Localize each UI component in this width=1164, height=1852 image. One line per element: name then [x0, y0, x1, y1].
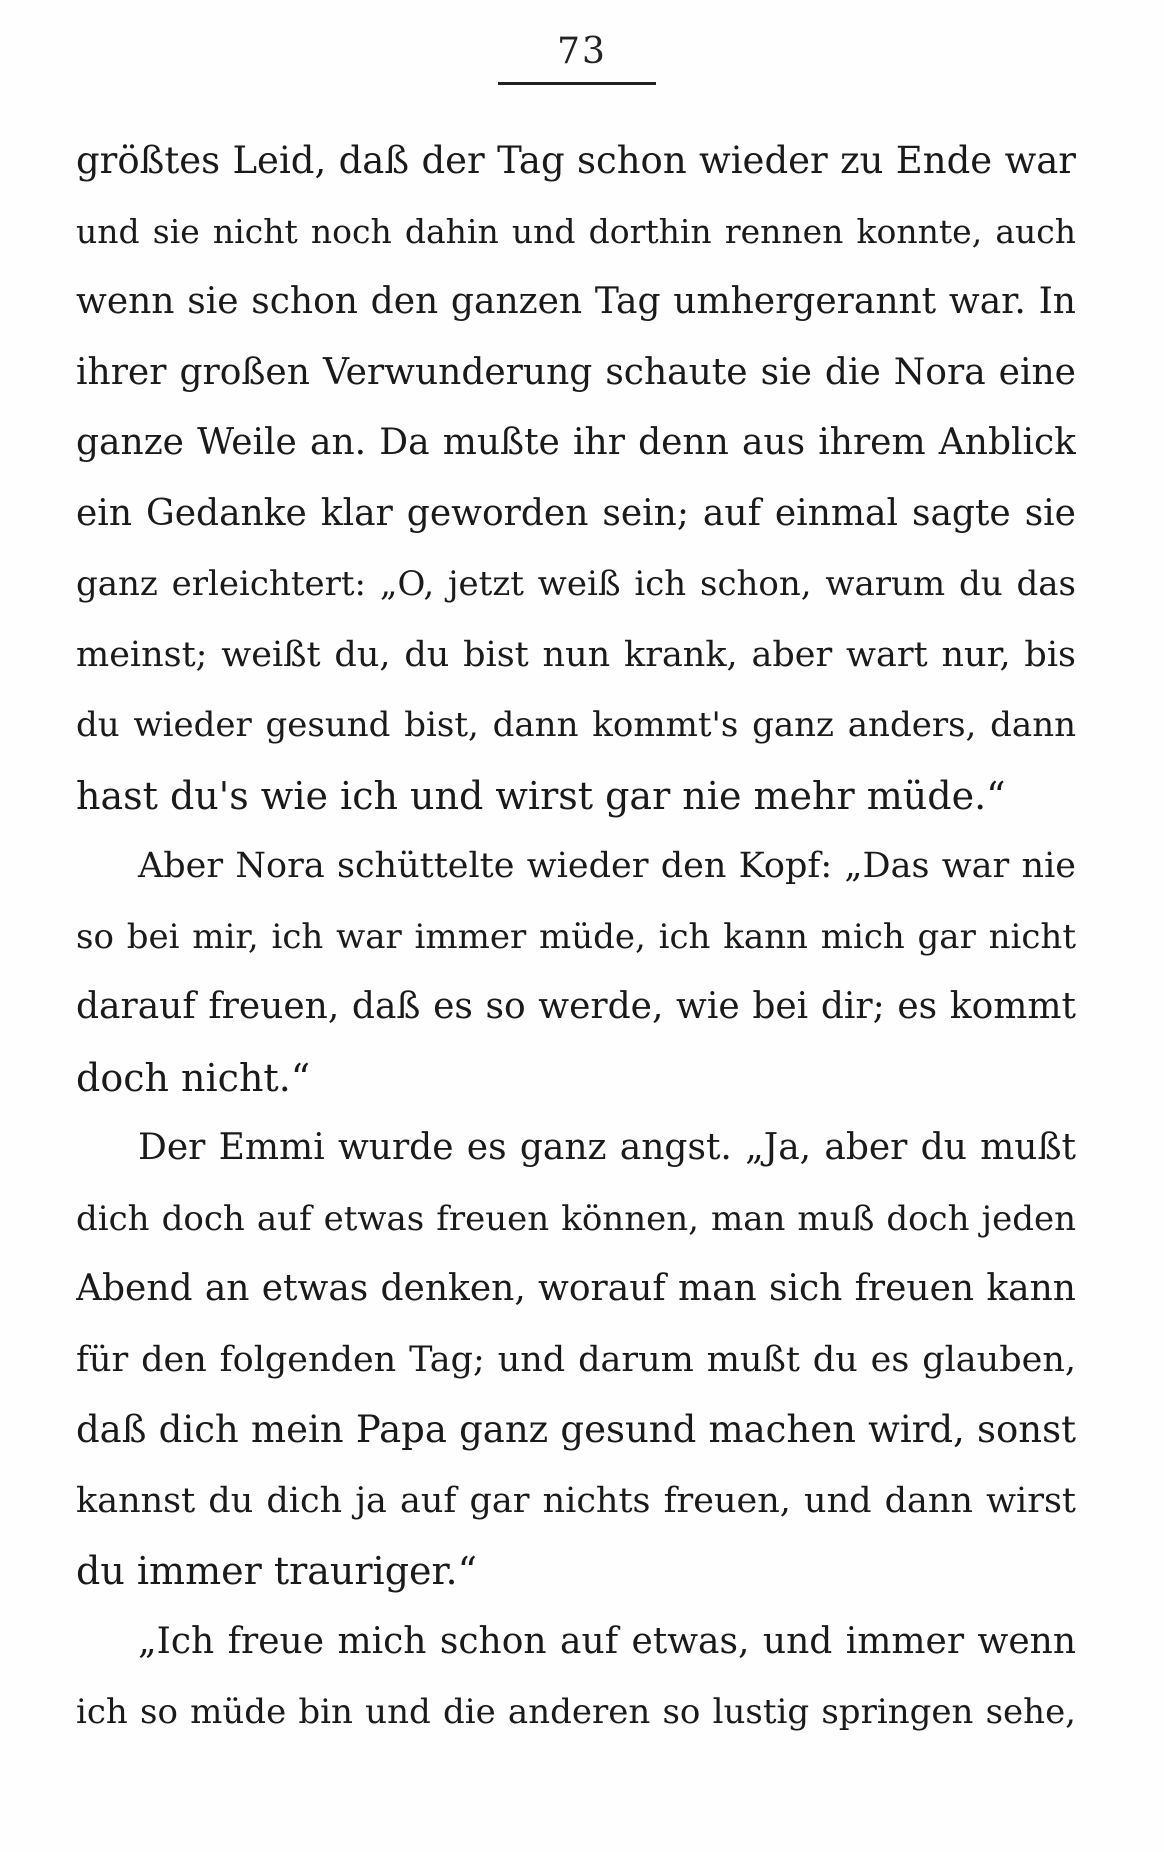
text-line: so bei mir, ich war immer müde, ich kann mich gar nicht [76, 916, 1076, 957]
body-text [76, 126, 1076, 1748]
text-line: und sie nicht noch dahin und dorthin rennen konnte, auch [76, 211, 1076, 251]
text-line: kannst du dich ja auf gar nichts freuen, und dann wirst [76, 1480, 1076, 1521]
text-line: für den folgenden Tag; und darum mußt du es glauben, [76, 1339, 1076, 1380]
text-line: du immer trauriger.“ [76, 1549, 478, 1593]
text-line: Aber Nora schüttelte wieder den Kopf: „Das war nie [138, 846, 1076, 886]
text-line: doch nicht.“ [76, 1055, 311, 1100]
text-line: ganze Weile an. Da mußte ihr denn aus ihrem Anblick [76, 422, 1076, 463]
text-line: ganz erleichtert: „O, jetzt weiß ich schon, warum du das [76, 564, 1076, 604]
text-line: meinst; weißt du, du bist nun krank, aber wart nur, bis [76, 634, 1076, 675]
text-line: ich so müde bin und die anderen so lustig springen sehe, [76, 1692, 1076, 1732]
header-rule [498, 82, 656, 85]
text-line: größtes Leid, daß der Tag schon wieder zu Ende war [76, 139, 1076, 182]
text-line: du wieder gesund bist, dann kommt's ganz anders, dann [76, 705, 1076, 745]
text-line: ein Gedanke klar geworden sein; auf einmal sagte sie [76, 492, 1076, 534]
text-line: wenn sie schon den ganzen Tag umhergerannt war. In [76, 281, 1076, 322]
text-line: hast du's wie ich und wirst gar nie mehr müde.“ [76, 773, 1006, 818]
text-line: dich doch auf etwas freuen können, man muß doch jeden [76, 1198, 1076, 1239]
text-line: Der Emmi wurde es ganz angst. „Ja, aber du mußt [138, 1127, 1076, 1168]
page-number: 73 [557, 31, 607, 72]
text-line: daß dich mein Papa ganz gesund machen wird, sonst [76, 1408, 1076, 1451]
text-line: darauf freuen, daß es so werde, wie bei dir; es kommt [76, 986, 1076, 1027]
text-line: ihrer großen Verwunderung schaute sie die Nora eine [76, 351, 1076, 393]
text-line: Abend an etwas denken, worauf man sich freuen kann [76, 1268, 1076, 1309]
text-line: „Ich freue mich schon auf etwas, und immer wenn [138, 1620, 1076, 1662]
